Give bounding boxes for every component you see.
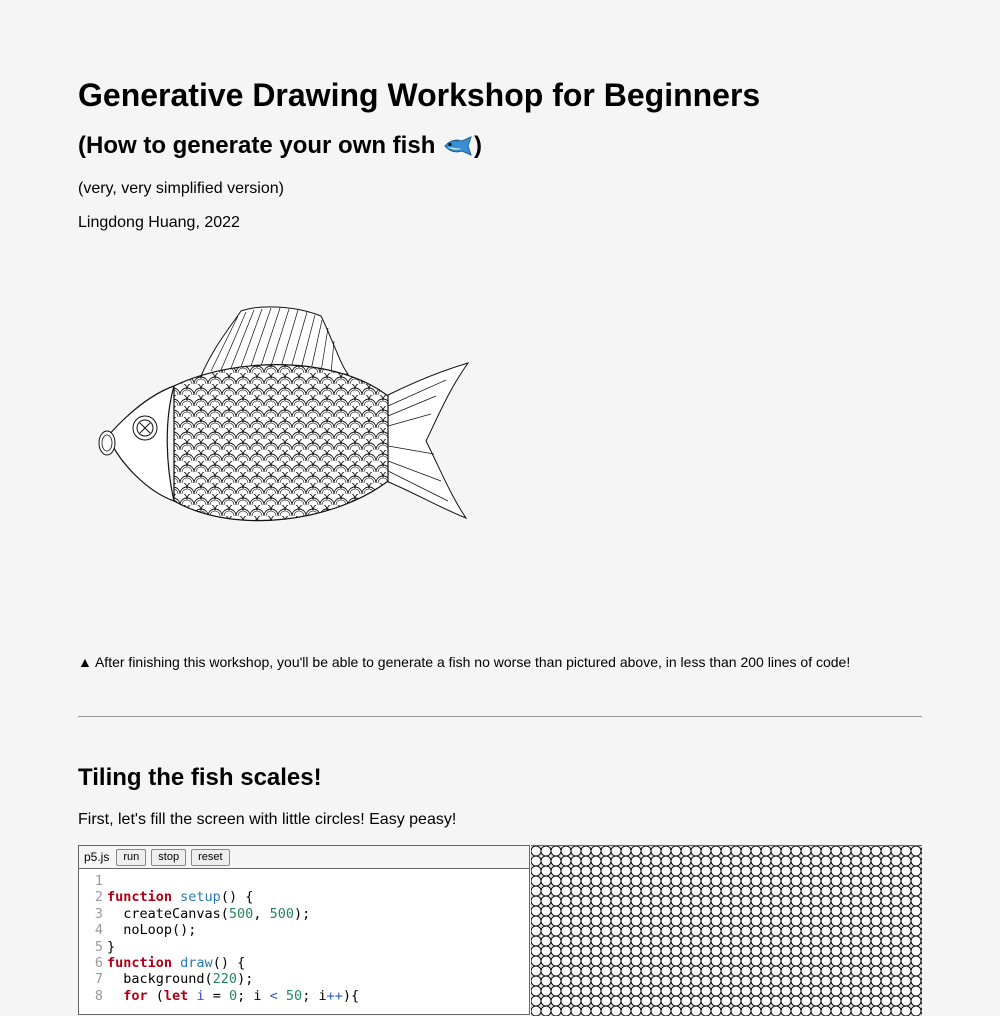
- line-number: 1: [94, 873, 103, 889]
- figure-caption: ▲ After finishing this workshop, you'll be able to generate a fish no worse than pictured above, in less than 200 lines of code!: [78, 654, 851, 670]
- code-line: 3 createCanvas( 500 , 500 );: [79, 906, 529, 922]
- code-line: 5 }: [79, 939, 529, 955]
- section-lead: First, let's fill the screen with little circles! Easy peasy!: [78, 811, 457, 828]
- code-line: 7 background( 220 );: [79, 971, 529, 987]
- line-number: 5: [94, 938, 103, 955]
- run-button[interactable]: run: [116, 849, 146, 866]
- code-area[interactable]: [79, 869, 529, 1004]
- line-number: 2: [94, 889, 103, 906]
- editor-label: p5.js: [84, 850, 110, 864]
- code-line: 6 function draw () {: [79, 955, 529, 971]
- line-number: 6: [94, 955, 103, 972]
- section-divider: [78, 716, 922, 717]
- subtitle-text-before: (How to generate your own fish: [78, 132, 443, 159]
- stop-button[interactable]: stop: [151, 849, 186, 866]
- fish-head: [108, 386, 174, 501]
- editor-toolbar: [79, 846, 529, 869]
- code-line: 8 for ( let i = 0 ; i < 50 ; i ++ ){: [79, 988, 529, 1004]
- reset-button[interactable]: reset: [191, 849, 229, 866]
- fish-illustration: [96, 296, 476, 536]
- subtitle-text-after: ): [474, 132, 483, 159]
- code-line: 2 function setup () {: [79, 889, 529, 905]
- page-subtitle: [78, 132, 482, 163]
- section-title: Tiling the fish scales!: [78, 764, 322, 791]
- author-line: Lingdong Huang, 2022: [78, 214, 240, 231]
- line-number: 4: [94, 922, 103, 939]
- fish-icon: [443, 135, 473, 163]
- page-title: Generative Drawing Workshop for Beginners: [78, 77, 761, 113]
- line-number: 3: [94, 905, 103, 922]
- tail-fin: [386, 363, 468, 518]
- code-line: 4 noLoop();: [79, 922, 529, 938]
- fish-eye: [133, 416, 157, 440]
- version-note: (very, very simplified version): [78, 180, 284, 197]
- code-line: [79, 873, 529, 889]
- line-number: 8: [94, 987, 103, 1004]
- code-editor[interactable]: [78, 845, 530, 1015]
- line-number: 7: [94, 971, 103, 988]
- sketch-output-canvas: [531, 845, 922, 1016]
